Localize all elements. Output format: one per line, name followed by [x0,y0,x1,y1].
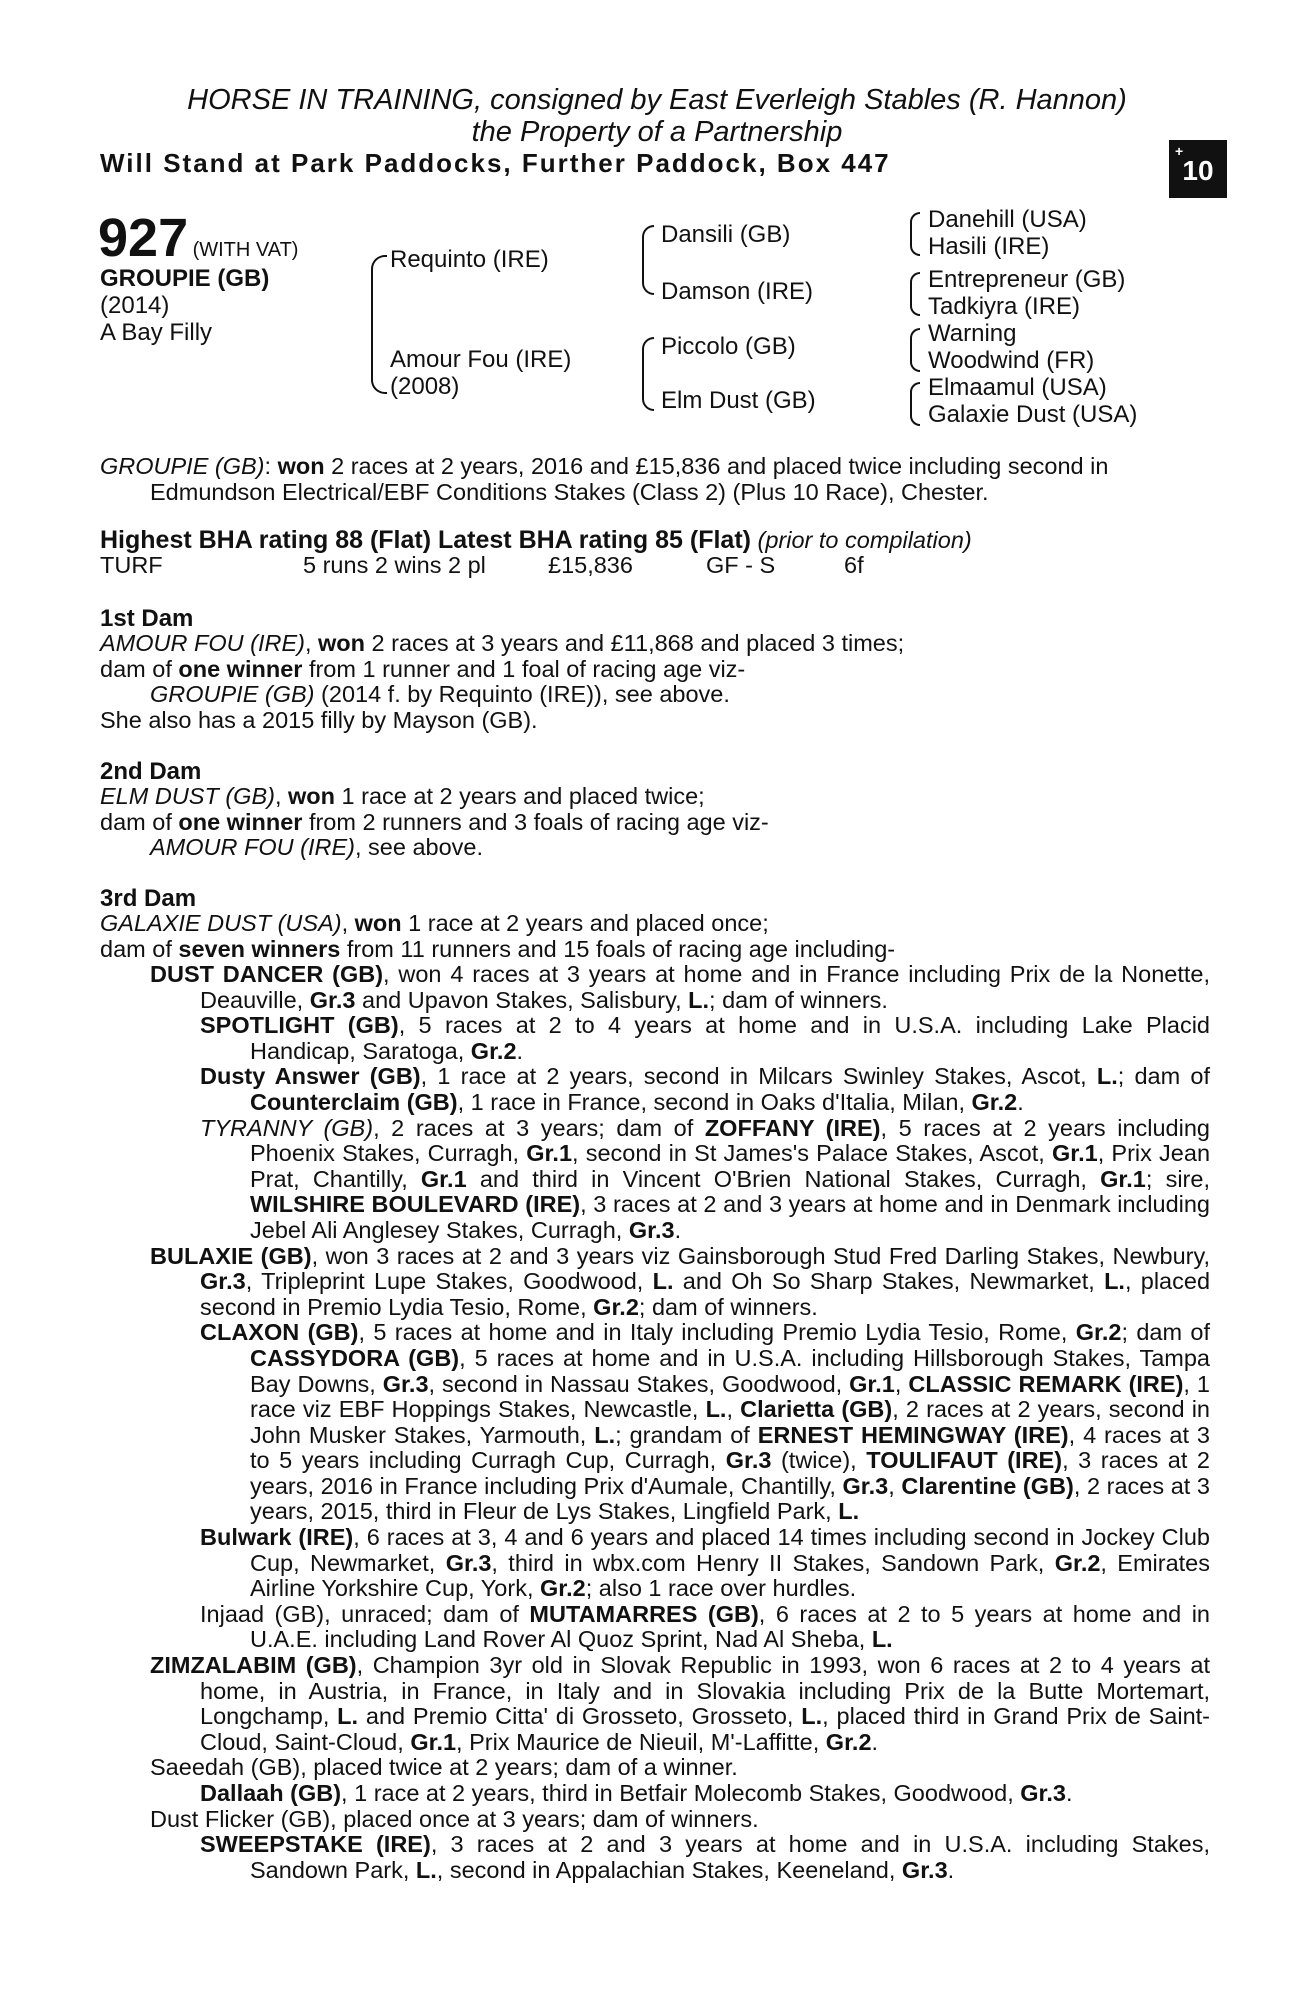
horse-description: A Bay Filly [100,319,213,346]
lot-number-line [98,207,298,269]
produce-name: WILSHIRE BOULEVARD (IRE) [250,1191,581,1218]
dam2-l3a: AMOUR FOU (IRE) [150,834,355,861]
produce-text: , 5 races at 2 to 4 years at home and in U.S.A. including Lake Placid Handicap, Saratoga, [250,1012,1210,1064]
produce-text: , second in Appalachian Stakes, Keeneland, [436,1856,902,1883]
grade: Gr.1 [1051,1140,1098,1167]
pedigree-brace [910,328,920,372]
produce-name: CASSYDORA (GB) [250,1344,460,1371]
dam1-l1: 2 races at 3 years and £11,868 and placed 3 times; [365,630,905,656]
grade: Gr.3 [842,1472,889,1499]
pedigree-g3a: Warning [928,320,1017,347]
grade: L. [705,1396,727,1423]
produce-item [200,1320,1210,1525]
produce-name: TYRANNY (GB) [200,1114,374,1141]
pedigree-sire-dam: Damson (IRE) [661,278,814,305]
pedigree-g4b: Galaxie Dust (USA) [928,401,1138,428]
produce-name: SPOTLIGHT (GB) [200,1012,399,1039]
rating-surface: TURF [100,552,163,578]
grade: Gr.3 [628,1216,675,1243]
pedigree-brace [910,382,920,426]
grade: Gr.1 [420,1165,467,1192]
produce-text: , 6 races at 2 to 5 years at home and in U.A.E. including Land Rover Al Quoz Sprint, Nad Al Sheba, [250,1600,1210,1653]
pedigree-dam-sire: Piccolo (GB) [661,333,796,360]
dam2-heading: 2nd Dam [100,758,202,785]
grade: L. [652,1268,674,1295]
produce-name: BULAXIE (GB) [150,1242,312,1269]
produce-name: Dusty Answer (GB) [200,1063,421,1090]
rating-going: GF - S [706,552,776,578]
grade: L. [688,986,710,1013]
dam3-l2c: from 11 runners and 15 foals of racing age including- [340,935,896,962]
produce-item [200,1116,1210,1244]
dam2-l1: 1 race at 2 years and placed twice; [335,783,705,809]
produce-text: ; dam of winners. [638,1293,818,1320]
dam3-heading: 3rd Dam [100,885,197,912]
dam1-heading: 1st Dam [100,605,194,632]
produce-text: (twice), [771,1447,867,1474]
badge-plus: + [1175,143,1184,159]
produce-text: , second in Nassau Stakes, Goodwood, [428,1370,850,1397]
produce-name: TOULIFAUT (IRE) [866,1447,1063,1474]
race-summary: GROUPIE (GB): won 2 races at 2 years, 2016 and £15,836 and placed twice including second in Edmundson Electrical/EBF Conditions Stakes (Class 2) (Plus 10 Race), Chester. [100,453,1109,505]
summary-won: won [277,453,325,479]
produce-text: Injaad (GB), unraced; dam of [200,1600,530,1627]
grade: L. [337,1703,359,1730]
produce-text: , placed second in Premio Lydia Tesio, Rome, [200,1268,1211,1320]
produce-text: , 1 race viz EBF Hoppings Stakes, Newcastle, [250,1370,1210,1423]
produce-text: ; dam of [1121,1319,1211,1346]
produce-name: CLAXON (GB) [200,1319,359,1346]
produce-text: , won 3 races at 2 and 3 years viz Gainsborough Stud Fred Darling Stakes, Newbury, [311,1242,1211,1269]
grade: Gr.2 [593,1293,639,1320]
grade: Gr.1 [849,1370,895,1397]
summary-text2: Edmundson Electrical/EBF Conditions Stakes (Class 2) (Plus 10 Race), Chester. [150,478,989,505]
produce-text: , Champion 3yr old in Slovak Republic in 1993, won 6 races at 2 to 4 years at home, in Austria, in France, in Italy and in Slovakia including Prix de la Butte Mortemart, Longchamp, [200,1652,1210,1730]
header-location: Will Stand at Park Paddocks, Further Paddock, Box 447 [100,148,891,178]
grade: L. [415,1856,437,1883]
dam1-l2b: one winner [178,655,303,682]
produce-text: , 3 races at 2 years, 2016 in France including Prix d'Aumale, Chantilly, [250,1447,1210,1499]
grade: Gr.3 [309,986,356,1013]
produce-text: . [947,1856,955,1883]
produce-text: ; also 1 race over hurdles. [585,1575,857,1602]
produce-item [200,1525,1210,1602]
produce-name: ERNEST HEMINGWAY (IRE) [757,1421,1069,1448]
produce-text: , 6 races at 3, 4 and 6 years and placed 14 times including second in Jockey Club Cup, Newmarket, [250,1524,1210,1576]
produce-text: ; dam of winners. [709,986,888,1013]
dam3-l2b: seven winners [178,935,341,962]
dam2-won: won [288,783,336,809]
produce-text: Dust Flicker (GB), placed once at 3 years; dam of winners. [150,1805,759,1832]
pedigree-brace [642,337,654,411]
produce-text: , 5 races at 2 years including Phoenix Stakes, Curragh, [250,1114,1210,1167]
produce-text: . [1017,1088,1024,1115]
vat-label: (WITH VAT) [192,239,299,261]
produce-text: , placed third in Grand Prix de Saint-Cloud, Saint-Cloud, [200,1703,1210,1755]
grade: L. [1104,1268,1125,1295]
grade: Gr.2 [470,1037,517,1064]
grade: L. [1096,1063,1118,1090]
dam1-l4: She also has a 2015 filly by Mayson (GB). [100,706,538,733]
rating-distance: 6f [844,552,864,578]
dam1-l3b: (2014 f. by Requinto (IRE)), see above. [314,681,730,708]
pedigree-sire: Requinto (IRE) [390,246,549,273]
grade: Gr.3 [1020,1780,1066,1806]
produce-text: and Upavon Stakes, Salisbury, [355,986,689,1013]
produce-name: CLASSIC REMARK (IRE) [908,1370,1184,1397]
produce-item [200,1781,1210,1807]
produce-text: Saeedah (GB), placed twice at 2 years; dam of a winner. [150,1754,738,1781]
produce-item [150,1807,1210,1833]
rating-runs: 5 runs 2 wins 2 pl [303,552,486,578]
produce-text: , 1 race in France, second in Oaks d'Italia, Milan, [457,1088,972,1115]
produce-text: , 5 races at home and in U.S.A. including Hillsborough Stakes, Tampa Bay Downs, [250,1344,1211,1397]
pedigree-g2b: Tadkiyra (IRE) [928,293,1081,320]
grade: Gr.2 [825,1728,872,1755]
produce-text: ; grandam of [615,1421,758,1448]
dam2-l2c: from 2 runners and 3 foals of racing age viz- [302,808,769,835]
grade: Gr.3 [725,1447,772,1474]
pedigree-g1a: Danehill (USA) [928,206,1087,233]
produce-list [150,962,1210,1883]
dam1-l3a: GROUPIE (GB) [150,681,315,708]
rating-money: £15,836 [548,552,633,578]
dam1-l2a: dam of [100,655,179,682]
produce-name: Dallaah (GB) [200,1780,342,1806]
produce-item [150,1653,1210,1755]
produce-text: , third in wbx.com Henry II Stakes, Sandown Park, [491,1549,1055,1576]
horse-year: (2014) [100,292,170,319]
produce-text: , 3 races at 2 and 3 years at home and in U.S.A. including Stakes, Sandown Park, [250,1831,1210,1883]
dam2-name: ELM DUST (GB) [100,783,275,809]
grade: Gr.2 [1075,1319,1122,1346]
dam1-won: won [318,630,366,656]
produce-text: , Prix Maurice de Nieuil, M'-Laffitte, [456,1728,826,1755]
produce-text: and Premio Citta' di Grosseto, Grosseto, [358,1703,802,1730]
produce-text: . [516,1037,524,1064]
header-property: the Property of a Partnership [471,116,843,148]
dam2-details: ELM DUST (GB), won 1 race at 2 years and placed twice; dam of one winner from 2 runners and 3 foals of racing age viz- AMOUR FOU (IRE), see above. [100,783,769,861]
produce-text: , Tripleprint Lupe Stakes, Goodwood, [245,1268,653,1295]
pedigree-g3b: Woodwind (FR) [928,347,1095,374]
produce-text: , 2 races at 3 years, 2015, third in Fleur de Lys Stakes, Lingfield Park, [250,1472,1210,1525]
pedigree-brace [642,225,654,295]
dam3-details: GALAXIE DUST (USA), won 1 race at 2 years and placed once; dam of seven winners from 11 runners and 15 foals of racing age including- [100,910,896,962]
dam3-won: won [354,910,402,936]
produce-text: , 2 races at 3 years; dam of [373,1114,705,1141]
summary-text1: 2 races at 2 years, 2016 and £15,836 and placed twice including second in [324,453,1109,479]
produce-text: ; sire, [1145,1165,1210,1192]
pedigree-dam-dam: Elm Dust (GB) [661,387,816,414]
pedigree-brace [910,272,920,316]
pedigree-brace [910,212,920,256]
produce-text: and third in Vincent O'Brien National Stakes, Curragh, [466,1165,1101,1192]
produce-item [200,1064,1210,1115]
grade: Gr.3 [200,1268,246,1295]
pedigree-sire-sire: Dansili (GB) [661,221,791,248]
produce-name: SWEEPSTAKE (IRE) [200,1831,431,1858]
produce-text: , won 4 races at 3 years at home and in France including Prix de la Nonette, Deauville, [200,961,1210,1013]
header-consignor: HORSE IN TRAINING, consigned by East Everleigh Stables (R. Hannon) [187,84,1127,116]
badge-number: 10 [1182,155,1214,186]
lot-number: 927 [98,208,189,268]
produce-text: . [674,1216,682,1243]
grade: Gr.1 [410,1728,457,1755]
produce-text: , 1 race at 2 years, third in Betfair Molecomb Stakes, Goodwood, [341,1780,1021,1806]
produce-text: , 5 races at home and in Italy including Premio Lydia Tesio, Rome, [358,1319,1076,1346]
dam2-l2b: one winner [178,808,303,835]
produce-name: Counterclaim (GB) [250,1088,458,1115]
produce-text: and Oh So Sharp Stakes, Newmarket, [673,1268,1105,1295]
dam2-l2a: dam of [100,808,179,835]
grade: Gr.1 [1100,1165,1146,1192]
produce-text: . [871,1728,879,1755]
pedigree-dam: Amour Fou (IRE) [390,346,572,373]
grade: Gr.2 [540,1575,586,1602]
grade: Gr.3 [382,1370,429,1397]
pedigree-g2a: Entrepreneur (GB) [928,266,1126,293]
dam3-name: GALAXIE DUST (USA) [100,910,342,936]
grade: Gr.3 [901,1856,948,1883]
pedigree-g1b: Hasili (IRE) [928,233,1050,260]
produce-text: , Prix Jean Prat, Chantilly, [250,1140,1211,1192]
produce-text: , Emirates Airline Yorkshire Cup, York, [250,1549,1211,1602]
produce-text: , 2 races at 2 years, second in John Musker Stakes, Yarmouth, [250,1396,1210,1448]
horse-name: GROUPIE (GB) [100,265,270,292]
produce-text: , second in St James's Palace Stakes, Ascot, [572,1140,1052,1167]
rating-heading: Highest BHA rating 88 (Flat) Latest BHA rating 85 (Flat) [100,526,751,554]
produce-text: . [1065,1780,1073,1806]
produce-item [150,1244,1210,1321]
produce-name: Bulwark (IRE) [200,1524,354,1551]
dam3-l1: 1 race at 2 years and placed once; [401,910,769,936]
grade: Gr.3 [445,1549,492,1576]
grade: Gr.1 [526,1140,573,1167]
produce-name: Clarentine (GB) [901,1472,1074,1499]
summary-horse-name: GROUPIE (GB) [100,453,265,479]
produce-text: , 4 races at 3 to 5 years including Curragh Cup, Curragh, [250,1421,1210,1474]
rating-note: (prior to compilation) [757,527,972,553]
dam3-l2a: dam of [100,935,179,962]
dam2-l3b: , see above. [354,834,484,861]
rating-line [100,528,972,554]
produce-name: Clarietta (GB) [740,1396,893,1423]
produce-text: , 3 races at 2 and 3 years at home and in Denmark including Jebel Ali Anglesey Stakes, Curragh, [250,1191,1210,1243]
produce-name: ZIMZALABIM (GB) [150,1652,357,1679]
produce-item [150,962,1210,1013]
produce-text: , [894,1370,909,1397]
plus-ten-badge [1169,140,1227,198]
pedigree-brace [371,255,387,394]
produce-item [200,1832,1210,1883]
grade: L. [594,1421,616,1448]
produce-name: DUST DANCER (GB) [150,961,384,987]
pedigree-g4a: Elmaamul (USA) [928,374,1107,401]
produce-item [200,1602,1210,1653]
produce-item [150,1755,1210,1781]
grade: L. [838,1498,860,1525]
grade: L. [801,1703,823,1730]
produce-text: , 1 race at 2 years, second in Milcars Swinley Stakes, Ascot, [420,1063,1097,1090]
produce-text: , [726,1396,741,1423]
grade: L. [871,1626,893,1653]
dam1-l2c: from 1 runner and 1 foal of racing age viz- [302,655,746,682]
produce-name: ZOFFANY (IRE) [704,1114,881,1141]
grade: Gr.2 [971,1088,1018,1115]
produce-name: MUTAMARRES (GB) [529,1600,759,1627]
dam1-details: AMOUR FOU (IRE), won 2 races at 3 years and £11,868 and placed 3 times; dam of one winner from 1 runner and 1 foal of racing age viz- GROUPIE (GB) (2014 f. by Requinto (IRE)), see above. She also has a 2015 filly by Mayson (GB). [100,631,1210,733]
produce-text: , [888,1472,902,1499]
pedigree-dam-year: (2008) [390,373,460,400]
produce-text: ; dam of [1117,1063,1210,1090]
dam1-name: AMOUR FOU (IRE) [100,630,305,656]
grade: Gr.2 [1054,1549,1101,1576]
produce-item [200,1013,1210,1064]
